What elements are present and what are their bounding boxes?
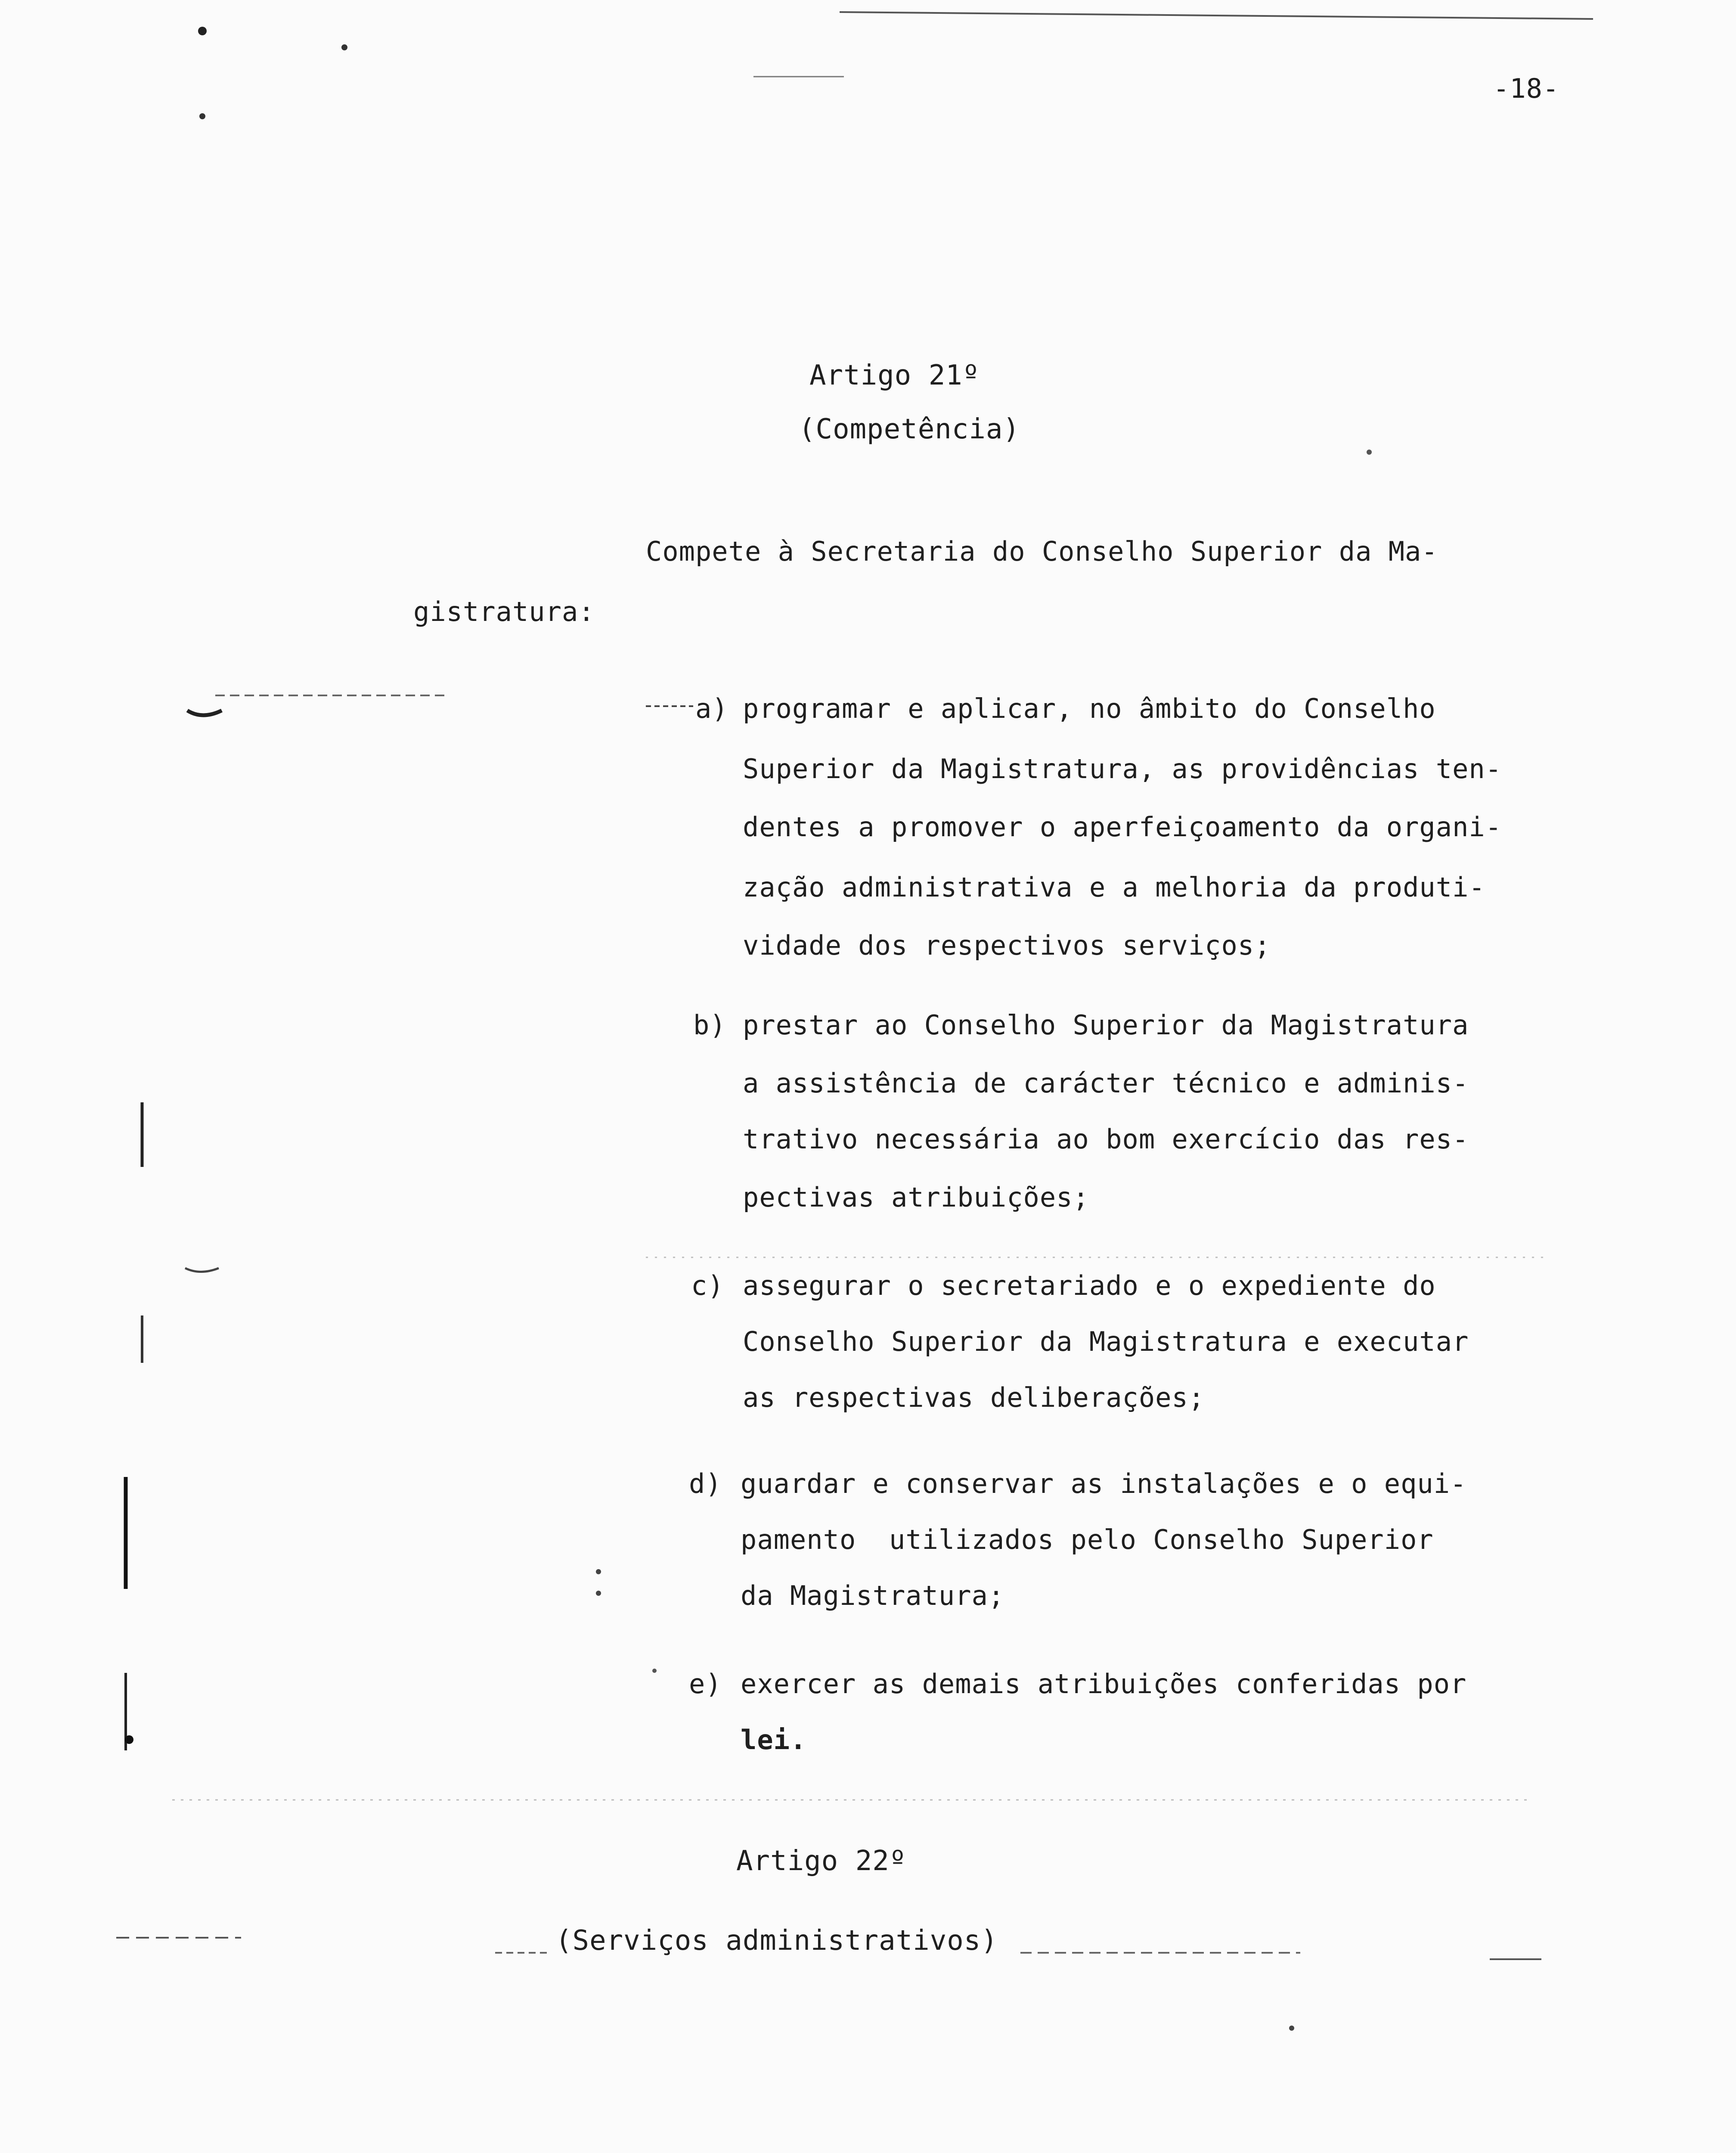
item-a-line: programar e aplicar, no âmbito do Conselho — [743, 693, 1436, 724]
item-a-line: dentes a promover o aperfeiçoamento da organi- — [743, 811, 1502, 843]
speck — [596, 1569, 601, 1574]
item-b-line: pectivas atribuições; — [743, 1182, 1089, 1213]
speck — [125, 1735, 133, 1744]
item-b-line: trativo necessária ao bom exercício das res- — [743, 1123, 1469, 1155]
item-d-label: d) — [689, 1468, 722, 1499]
left-mark-2 — [185, 1268, 219, 1272]
item-d-line: da Magistratura; — [741, 1580, 1005, 1611]
speck — [199, 113, 205, 119]
item-b-line: prestar ao Conselho Superior da Magistratura — [743, 1009, 1469, 1041]
intro-line-1: Compete à Secretaria do Conselho Superior da Ma- — [646, 536, 1438, 567]
item-c-line: as respectivas deliberações; — [743, 1382, 1205, 1413]
speck — [198, 27, 207, 35]
item-c-line: assegurar o secretariado e o expediente do — [743, 1270, 1436, 1301]
item-c-label: c) — [691, 1270, 724, 1301]
item-a-line: zação administrativa e a melhoria da produti- — [743, 872, 1485, 903]
top-scan-edge — [840, 12, 1593, 19]
article-22-title: Artigo 22º — [736, 1845, 907, 1877]
item-e-line: lei. — [741, 1724, 807, 1756]
item-e-label: e) — [689, 1668, 722, 1700]
speck — [341, 44, 347, 50]
item-c-line: Conselho Superior da Magistratura e executar — [743, 1326, 1469, 1357]
speck — [596, 1591, 601, 1596]
item-b-label: b) — [693, 1009, 726, 1041]
item-e-line: exercer as demais atribuições conferidas por — [741, 1668, 1467, 1700]
article-21-title: Artigo 21º — [809, 360, 980, 391]
speck — [1367, 450, 1372, 455]
item-b-line: a assistência de carácter técnico e adminis- — [743, 1067, 1469, 1099]
page-number: -18- — [1493, 73, 1559, 104]
item-d-line: pamento utilizados pelo Conselho Superior — [741, 1524, 1434, 1555]
item-d-line: guardar e conservar as instalações e o equi- — [741, 1468, 1467, 1499]
speck — [652, 1669, 657, 1673]
item-a-label: a) — [695, 693, 728, 724]
article-22-subtitle: (Serviços administrativos) — [555, 1925, 998, 1957]
left-mark-1 — [187, 710, 222, 715]
intro-line-2: gistratura: — [413, 596, 595, 627]
item-a-line: Superior da Magistratura, as providências ten- — [743, 753, 1502, 785]
article-21-subtitle: (Competência) — [799, 413, 1020, 445]
speck — [1289, 2026, 1294, 2031]
item-a-line: vidade dos respectivos serviços; — [743, 930, 1271, 961]
